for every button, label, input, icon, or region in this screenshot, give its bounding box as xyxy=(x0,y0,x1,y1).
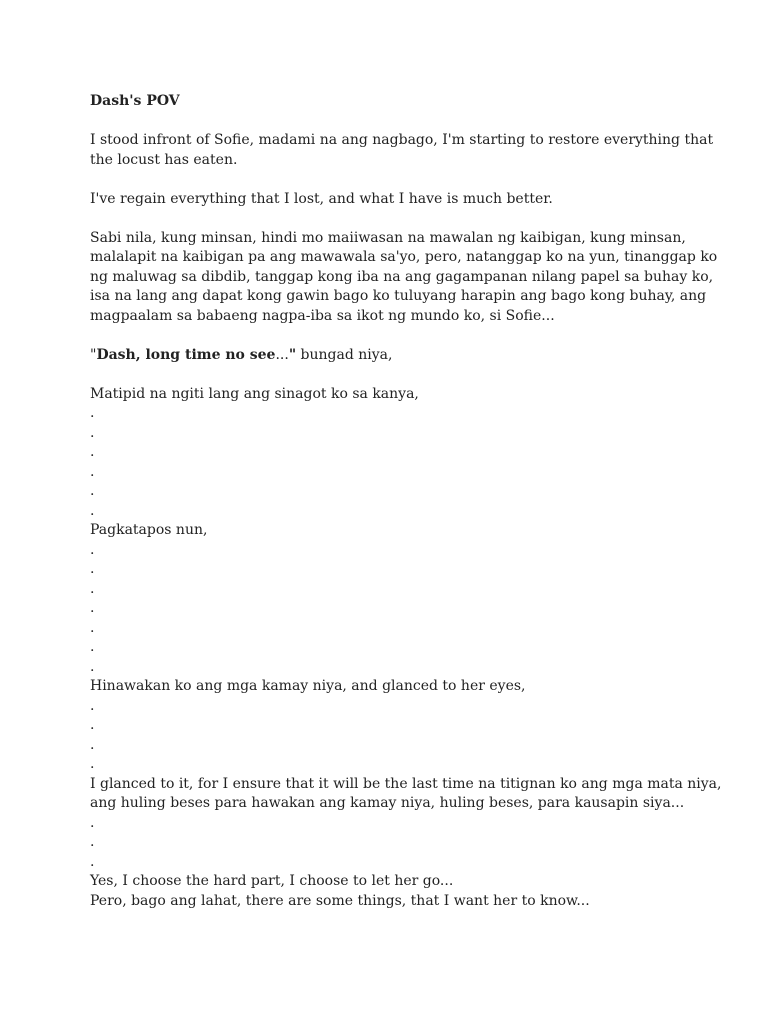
ellipsis-dot: . xyxy=(90,463,95,480)
dialogue-tag: bungad niya, xyxy=(296,346,393,363)
ellipsis-dot: . xyxy=(90,658,95,675)
quote-mark: " xyxy=(90,346,97,363)
ellipsis-dot: . xyxy=(90,541,95,558)
paragraph-line: malalapit na kaibigan pa ang mawawala sa'yo, pero, natanggap ko na yun, tinanggap ko xyxy=(90,249,718,265)
ellipsis-dot: . xyxy=(90,697,95,714)
document-body xyxy=(90,92,722,911)
paragraph-line: Matipid na ngiti lang ang sinagot ko sa kanya, xyxy=(90,385,419,402)
paragraph-line: isa na lang ang dapat kong gawin bago ko tuluyang harapin ang bago kong buhay, ang xyxy=(90,288,707,304)
ellipsis-dot: . xyxy=(90,756,95,772)
dialogue-line xyxy=(90,346,680,366)
paragraph-line: I glanced to it, for I ensure that it will be the last time na titignan ko ang mga mata niya, xyxy=(90,775,722,792)
ellipsis-dot: . xyxy=(90,717,95,733)
ellipsis-dot: . xyxy=(90,736,95,753)
ellipsis-dot: . xyxy=(90,483,95,499)
ellipsis-dot: . xyxy=(90,619,95,636)
paragraph-line: Pero, bago ang lahat, there are some things, that I want her to know... xyxy=(90,892,590,909)
ellipsis-dot: . xyxy=(90,853,95,870)
dialogue-text: Dash, long time no see xyxy=(96,346,276,363)
paragraph-line: Pagkatapos nun, xyxy=(90,522,208,538)
paragraph-line: the locust has eaten. xyxy=(90,151,238,168)
paragraph-line: Hinawakan ko ang mga kamay niya, and glanced to her eyes, xyxy=(90,678,526,694)
paragraph-line: I stood infront of Sofie, madami na ang nagbago, I'm starting to restore everything that xyxy=(90,132,714,148)
ellipsis-dot: . xyxy=(90,405,95,421)
ellipsis-dot: . xyxy=(90,814,95,831)
ellipsis-dot: . xyxy=(90,600,95,616)
ellipsis-dot: . xyxy=(90,502,95,519)
paragraph-line: magpaalam sa babaeng nagpa-iba sa ikot ng mundo ko, si Sofie... xyxy=(90,307,555,324)
paragraph-line: ang huling beses para hawakan ang kamay niya, huling beses, para kausapin siya... xyxy=(90,795,685,811)
ellipsis-dot: . xyxy=(90,424,95,441)
ellipsis-dot: . xyxy=(90,561,95,577)
ellipsis-dot: . xyxy=(90,444,95,460)
dialogue-ellipsis: ... xyxy=(275,346,289,363)
paragraph-line: Sabi nila, kung minsan, hindi mo maiiwasan na mawalan ng kaibigan, kung minsan, xyxy=(90,229,686,246)
quote-mark: " xyxy=(288,346,297,363)
paragraph-line: I've regain everything that I lost, and what I have is much better. xyxy=(90,190,553,207)
paragraph-line: ng maluwag sa dibdib, tanggap kong iba na ang gagampanan nilang papel sa buhay ko, xyxy=(90,268,714,285)
pov-heading: Dash's POV xyxy=(90,93,180,109)
ellipsis-dot: . xyxy=(90,834,95,850)
ellipsis-dot: . xyxy=(90,639,95,655)
paragraph-line: Yes, I choose the hard part, I choose to let her go... xyxy=(90,873,454,889)
ellipsis-dot: . xyxy=(90,580,95,597)
